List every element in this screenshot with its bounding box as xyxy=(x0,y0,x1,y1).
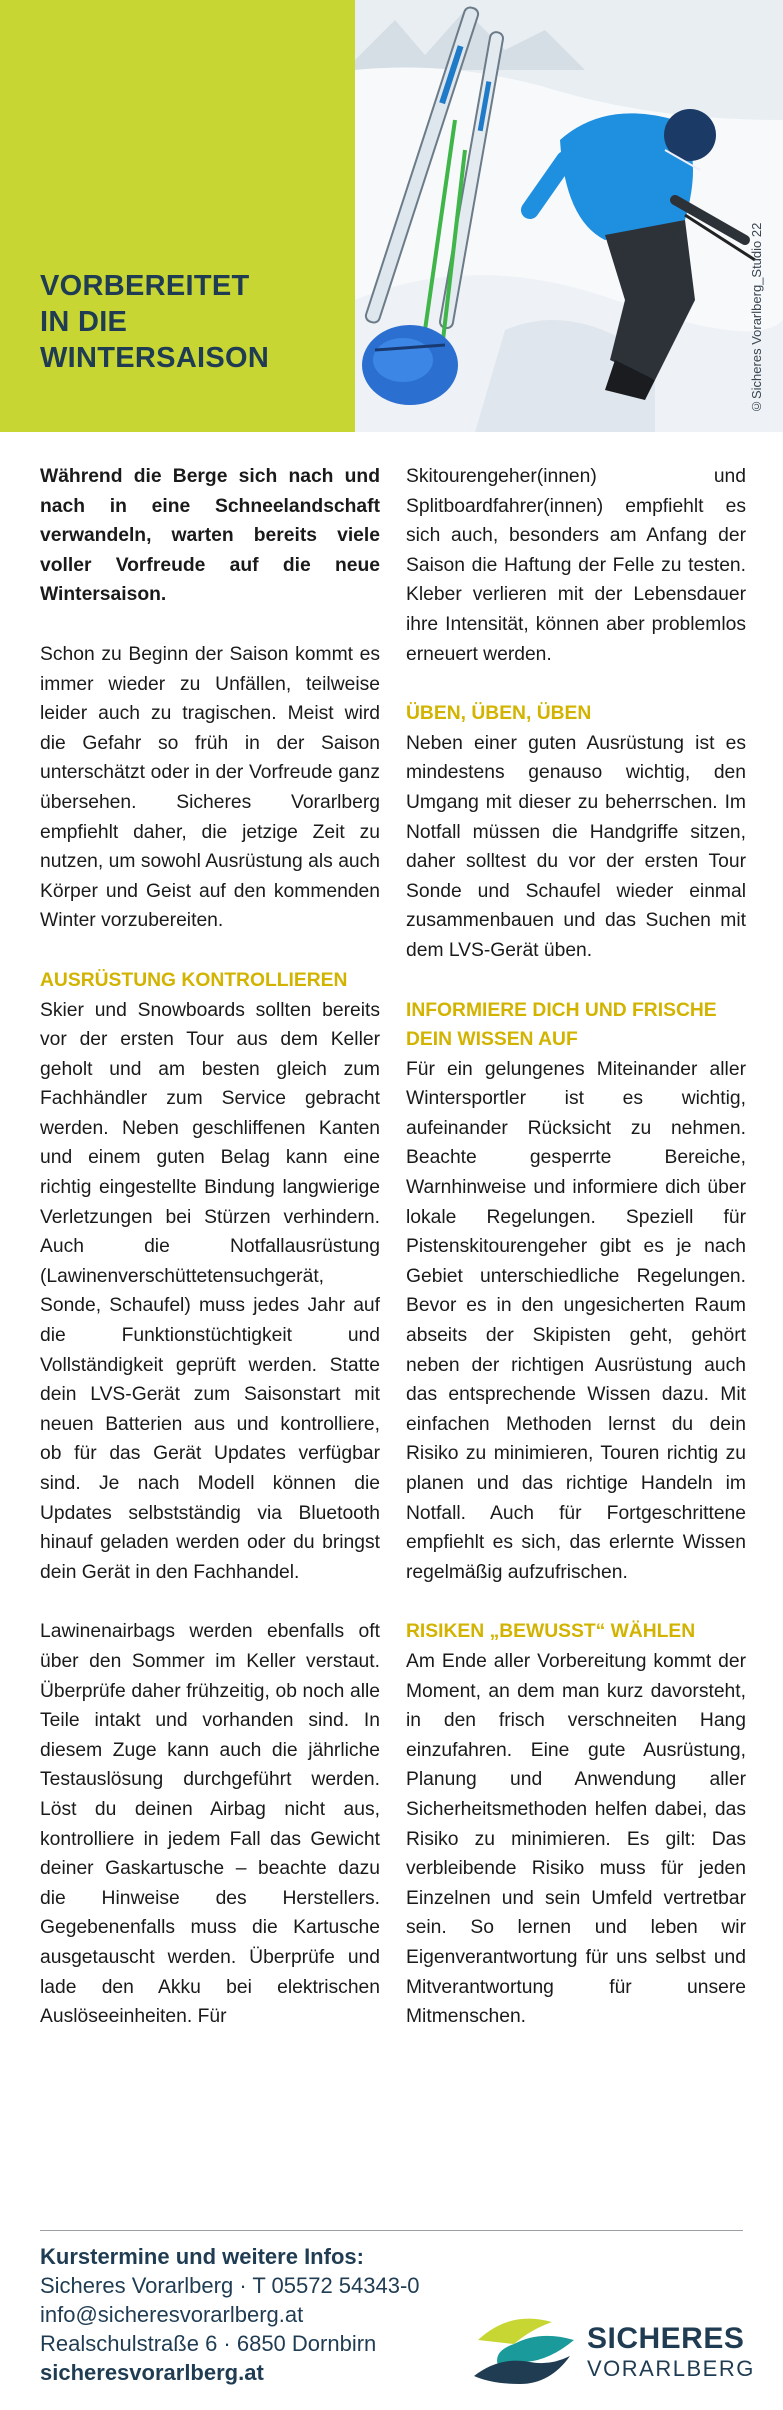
logo-word-sicheres: SICHERES xyxy=(587,2322,745,2355)
paragraph-equipment: Skier und Snowboards sollten bereits vor der ersten Tour aus dem Keller geholt und am besten gleich zum Fachhändler zum Service gebracht werden. Neben geschliffenen Kanten und einem guten Belag kann eine richtig eingestellte Bindung langwierige Verletzungen bei Stürzen verhindern. Auch die Notfallausrüstung (Lawinenverschüttetensuchgerät, Sonde, Schaufel) muss jedes Jahr auf die Funktionstüchtigkeit und Vollständigkeit geprüft werden. Statte dein LVS-Gerät zum Saisonstart mit neuen Batterien aus und kontrolliere, ob für das Gerät Updates verfügbar sind. Je nach Modell können die Updates selbstständig via Bluetooth hinauf geladen werden oder du bringst dein Gerät in den Fachhandel. xyxy=(40,999,380,1583)
section-heading-risks: RISIKEN „BEWUSST“ WÄHLEN xyxy=(406,1621,696,1643)
contact-info xyxy=(40,2242,420,2387)
page-title: VORBEREITET IN DIE WINTERSAISON xyxy=(40,270,270,374)
contact-email-link[interactable]: info@sicheresvorarlberg.at xyxy=(40,2302,304,2327)
section-heading-inform: INFORMIERE DICH UND FRISCHE DEIN WISSEN AUF xyxy=(406,999,717,1051)
contact-phone[interactable]: Sicheres Vorarlberg · T 05572 54343-0 xyxy=(40,2273,420,2298)
right-column xyxy=(406,462,746,2032)
sicheres-vorarlberg-logo xyxy=(470,2300,760,2390)
logo-mark-icon xyxy=(470,2300,582,2390)
website-link[interactable]: sicheresvorarlberg.at xyxy=(40,2360,264,2385)
backpack xyxy=(362,325,458,405)
paragraph-skins: Skitourengeher(innen) und Splitboardfahrer(innen) empfiehlt es sich auch, besonders am Anfang der Saison die Haftung der Felle zu testen. Kleber verlieren mit der Lebensdauer ihre Intensität, können aber problemlos erneuert werden. xyxy=(406,466,746,665)
paragraph-intro: Schon zu Beginn der Saison kommt es immer wieder zu Unfällen, teilweise leider auch zu tragischen. Meist wird die Gefahr so früh in der Saison unterschätzt oder in der Vorfreude ganz übersehen. Sicheres Vorarlberg empfiehlt daher, die jetzige Zeit zu nutzen, um sowohl Ausrüstung als auch Körper und Geist auf den kommenden Winter vorzubereiten. xyxy=(40,643,380,932)
lead-paragraph: Während die Berge sich nach und nach in eine Schneelandschaft verwandeln, warten bereits viele voller Vorfreude auf die neue Wintersaison. xyxy=(40,466,380,606)
photo-credit: ©Sicheres Vorarlberg_Studio 22 xyxy=(749,222,764,414)
paragraph-practice: Neben einer guten Ausrüstung ist es mindestens genauso wichtig, den Umgang mit dieser zu beherrschen. Im Notfall müssen die Handgriffe sitzen, daher solltest du vor der ersten Tour Sonde und Schaufel wieder einmal zusammenbauen und das Suchen mit dem LVS-Gerät üben. xyxy=(406,732,746,961)
paragraph-airbags: Lawinenairbags werden ebenfalls oft über den Sommer im Keller verstaut. Überprüfe daher frühzeitig, ob noch alle Teile intakt und vorhanden sind. In diesem Zuge kann auch die jährliche Testauslösung durchgeführt werden. Löst du deinen Airbag nicht aus, kontrolliere in jedem Fall das Gewicht deiner Gaskartusche – beachte dazu die Hinweise des Herstellers. Gegebenenfalls muss die Kartusche ausgetauscht werden. Überprüfe und lade den Akku bei elektrischen Auslöseeinheiten. Für xyxy=(40,1621,380,2028)
paragraph-inform: Für ein gelungenes Miteinander aller Wintersportler ist es wichtig, aufeinander Rücksicht zu nehmen. Beachte gesperrte Bereiche, Warnhinweise und informiere dich über lokale Regelungen. Speziell für Pistenskitourengeher gibt es je nach Gebiet unterschiedliche Regelungen. Bevor es in den ungesicherten Raum abseits der Skipisten geht, gehört neben der richtigen Ausrüstung auch das entsprechende Wissen dazu. Mit einfachen Methoden lernst du dein Risiko zu minimieren, Touren richtig zu planen und das richtige Handeln im Notfall. Auch für Fortgeschrittene empfiehlt es sich, das erlernte Wissen regelmäßig aufzufrischen. xyxy=(406,1058,746,1583)
footer-divider xyxy=(40,2230,743,2231)
title-panel xyxy=(0,0,355,432)
contact-heading: Kurstermine und weitere Infos: xyxy=(40,2244,364,2269)
contact-address: Realschulstraße 6 · 6850 Dornbirn xyxy=(40,2331,377,2356)
paragraph-risks: Am Ende aller Vorbereitung kommt der Moment, an dem man kurz davorsteht, in den frisch verschneiten Hang einzufahren. Eine gute Ausrüstung, Planung und Anwendung aller Sicherheitsmethoden helfen dabei, das Risiko zu minimieren. Es gilt: Das verbleibende Risiko muss für jeden Einzelnen und sein Umfeld vertretbar sein. So lernen und leben wir Eigenverantwortung für uns selbst und Mitverantwortung für unsere Mitmenschen. xyxy=(406,1650,746,2028)
ski-tourer-illustration xyxy=(355,0,783,432)
header-banner xyxy=(0,0,783,432)
section-heading-equipment: AUSRÜSTUNG KONTROLLIEREN xyxy=(40,969,348,991)
logo-word-vorarlberg: VORARLBERG xyxy=(587,2356,755,2381)
section-heading-practice: ÜBEN, ÜBEN, ÜBEN xyxy=(406,703,592,725)
hero-photo xyxy=(355,0,783,432)
left-column xyxy=(40,462,380,2032)
